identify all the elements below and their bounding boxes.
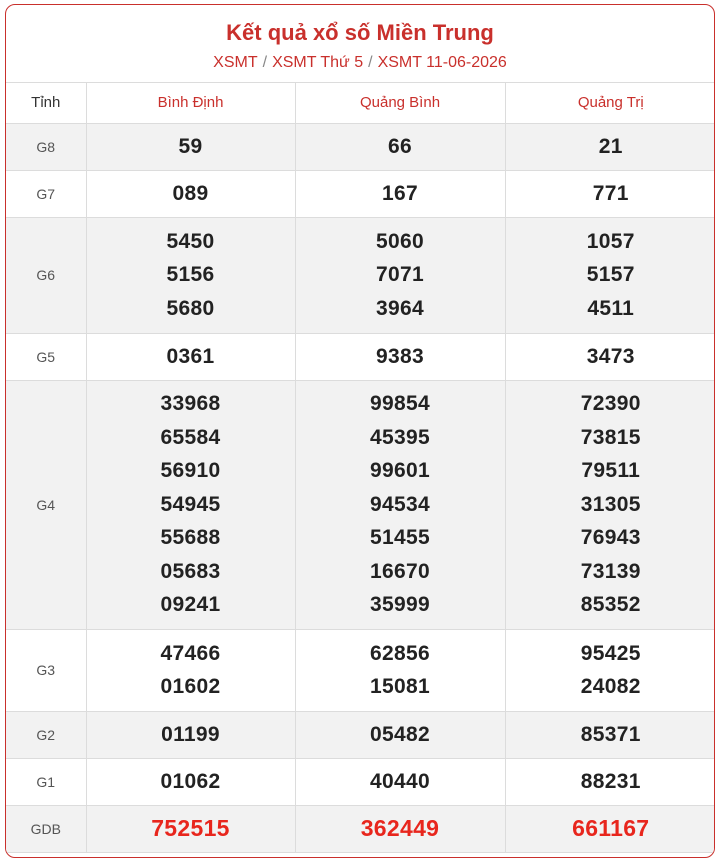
prize-cell bbox=[295, 711, 505, 758]
breadcrumb-date-link[interactable]: XSMT 11-06-2026 bbox=[377, 54, 507, 71]
prize-row-g8 bbox=[6, 123, 715, 170]
prize-number: 16670 bbox=[370, 559, 430, 583]
prize-number: 95425 bbox=[580, 641, 641, 665]
prize-number: 51455 bbox=[370, 526, 430, 550]
prize-number: 3473 bbox=[586, 344, 635, 368]
prize-number: 167 bbox=[382, 181, 418, 205]
prize-number: 99601 bbox=[370, 459, 430, 483]
prize-row-g7 bbox=[6, 170, 715, 217]
prize-number: 66 bbox=[388, 134, 412, 158]
prize-number: 5157 bbox=[586, 263, 635, 287]
prize-number: 5156 bbox=[166, 263, 215, 287]
province-column-label: Tỉnh bbox=[6, 83, 86, 123]
prize-cell bbox=[86, 711, 295, 758]
prize-number: 4511 bbox=[587, 296, 635, 320]
prize-number: 85352 bbox=[580, 593, 641, 617]
prize-number: 5060 bbox=[376, 229, 424, 253]
prize-number: 33968 bbox=[160, 392, 221, 416]
special-prize-number: 661167 bbox=[572, 814, 650, 841]
prize-number: 56910 bbox=[160, 459, 221, 483]
prize-number: 31305 bbox=[580, 492, 641, 516]
prize-number: 54945 bbox=[160, 492, 221, 516]
prize-number: 35999 bbox=[370, 593, 430, 617]
prize-number: 94534 bbox=[370, 492, 430, 516]
page-title: Kết quả xổ số Miền Trung bbox=[226, 20, 494, 45]
prize-cell bbox=[86, 758, 295, 805]
prize-cell bbox=[86, 123, 295, 170]
special-prize-number: 752515 bbox=[151, 814, 230, 841]
breadcrumb-weekday-link[interactable]: XSMT Thứ 5 bbox=[272, 54, 364, 71]
prize-cell bbox=[505, 217, 715, 333]
prize-number: 7071 bbox=[376, 263, 424, 287]
prize-row-g1 bbox=[6, 758, 715, 805]
breadcrumb-xsmt-link[interactable]: XSMT bbox=[213, 54, 258, 71]
prize-number: 40440 bbox=[370, 769, 430, 793]
breadcrumb-separator: / bbox=[368, 54, 373, 71]
prize-label: GDB bbox=[6, 805, 86, 852]
prize-cell bbox=[86, 333, 295, 380]
prize-number: 62856 bbox=[370, 641, 430, 665]
prize-number: 72390 bbox=[580, 392, 641, 416]
results-header bbox=[6, 5, 714, 83]
prize-label: G7 bbox=[6, 170, 86, 217]
prize-cell bbox=[505, 380, 715, 629]
prize-row-gdb bbox=[6, 805, 715, 852]
prize-number: 65584 bbox=[160, 425, 221, 449]
prize-cell bbox=[505, 805, 715, 852]
prize-number: 45395 bbox=[370, 425, 430, 449]
prize-cell bbox=[505, 629, 715, 711]
prize-number: 99854 bbox=[370, 392, 430, 416]
results-card bbox=[5, 4, 715, 858]
prize-number: 3964 bbox=[376, 296, 424, 320]
prize-number: 01062 bbox=[160, 769, 221, 793]
prize-cell bbox=[295, 123, 505, 170]
prize-cell bbox=[505, 123, 715, 170]
special-prize-number: 362449 bbox=[360, 814, 440, 841]
prize-cell bbox=[505, 758, 715, 805]
prize-cell bbox=[295, 380, 505, 629]
province-header-quang-tri[interactable]: Quảng Trị bbox=[505, 83, 715, 123]
prize-row-g4 bbox=[6, 380, 715, 629]
province-header-quang-binh[interactable]: Quảng Bình bbox=[295, 83, 505, 123]
prize-row-g5 bbox=[6, 333, 715, 380]
prize-number: 1057 bbox=[586, 229, 635, 253]
prize-cell bbox=[86, 170, 295, 217]
prize-number: 88231 bbox=[580, 769, 641, 793]
prize-cell bbox=[295, 629, 505, 711]
prize-label: G4 bbox=[6, 380, 86, 629]
prize-number: 73139 bbox=[580, 559, 641, 583]
prize-cell bbox=[86, 805, 295, 852]
prize-number: 55688 bbox=[160, 526, 221, 550]
prize-number: 59 bbox=[178, 134, 203, 158]
prize-number: 21 bbox=[598, 134, 623, 158]
prize-number: 05482 bbox=[370, 722, 430, 746]
prize-cell bbox=[295, 758, 505, 805]
prize-label: G1 bbox=[6, 758, 86, 805]
prize-number: 85371 bbox=[580, 722, 641, 746]
prize-row-g3 bbox=[6, 629, 715, 711]
prize-number: 79511 bbox=[581, 459, 641, 483]
prize-label: G5 bbox=[6, 333, 86, 380]
results-table bbox=[6, 83, 715, 853]
prize-number: 15081 bbox=[370, 675, 430, 698]
prize-row-g6 bbox=[6, 217, 715, 333]
prize-number: 0361 bbox=[166, 344, 215, 368]
prize-cell bbox=[295, 170, 505, 217]
prize-number: 5450 bbox=[166, 229, 215, 253]
prize-cell bbox=[505, 170, 715, 217]
prize-cell bbox=[86, 380, 295, 629]
prize-cell bbox=[295, 333, 505, 380]
prize-number: 24082 bbox=[580, 675, 641, 698]
province-header-binh-dinh[interactable]: Bình Định bbox=[86, 83, 295, 123]
prize-cell bbox=[86, 217, 295, 333]
prize-label: G8 bbox=[6, 123, 86, 170]
prize-label: G6 bbox=[6, 217, 86, 333]
prize-number: 05683 bbox=[160, 559, 221, 583]
prize-cell bbox=[505, 711, 715, 758]
prize-cell bbox=[295, 217, 505, 333]
prize-label: G2 bbox=[6, 711, 86, 758]
prize-cell bbox=[505, 333, 715, 380]
prize-row-g2 bbox=[6, 711, 715, 758]
prize-number: 089 bbox=[172, 181, 209, 205]
prize-number: 771 bbox=[592, 181, 629, 205]
prize-number: 5680 bbox=[166, 296, 215, 320]
prize-cell bbox=[86, 629, 295, 711]
prize-number: 01602 bbox=[160, 675, 221, 698]
prize-number: 73815 bbox=[580, 425, 641, 449]
prize-cell bbox=[295, 805, 505, 852]
breadcrumb-separator: / bbox=[262, 54, 268, 71]
table-header-row bbox=[6, 83, 715, 123]
breadcrumb bbox=[6, 53, 714, 73]
prize-number: 9383 bbox=[376, 344, 424, 368]
prize-label: G3 bbox=[6, 629, 86, 711]
prize-number: 01199 bbox=[161, 722, 220, 746]
prize-number: 76943 bbox=[580, 526, 641, 550]
prize-number: 09241 bbox=[160, 593, 221, 617]
prize-number: 47466 bbox=[160, 641, 221, 665]
